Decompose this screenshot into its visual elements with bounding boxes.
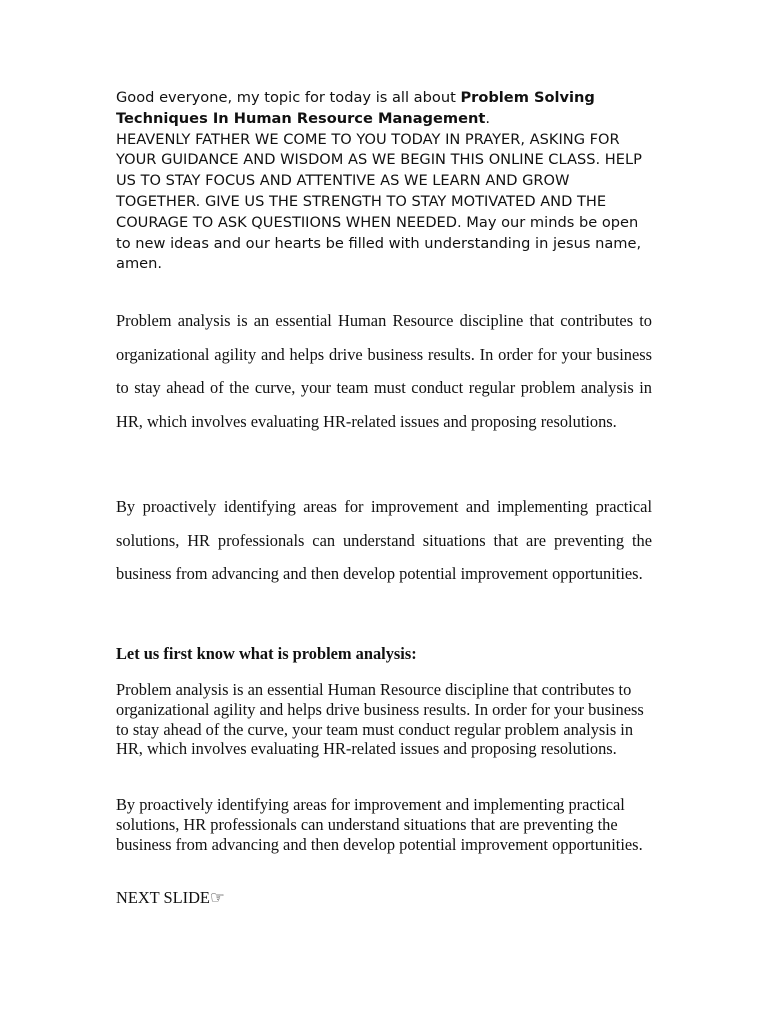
paragraph-proactive: By proactively identifying areas for improvement and implementing practical solutions, HR professionals can understand situations that are preventing the business from advancing and then develop potential improvement opportunities. bbox=[116, 497, 652, 584]
section-heading: Let us first know what is problem analysis: bbox=[116, 644, 417, 663]
next-slide-label bbox=[116, 888, 225, 908]
topic-title: Problem Solving Techniques In Human Resource Management bbox=[116, 89, 595, 127]
prayer-text: HEAVENLY FATHER WE COME TO YOU TODAY IN PRAYER, ASKING FOR YOUR GUIDANCE AND WISDOM AS WE BEGIN THIS ONLINE CLASS. HELP US TO STAY FOCUS AND ATTENTIVE AS WE LEARN AND GROW TOGETHER. GIVE US THE STRENGTH TO STAY MOTIVATED AND THE COURAGE TO ASK QUESTIIONS WHEN NEEDED. May our minds be open to new ideas and our hearts be filled with understanding in jesus name, amen. bbox=[116, 130, 642, 273]
paragraph-problem-analysis-repeat: Problem analysis is an essential Human Resource discipline that contributes to organizational agility and helps drive business results. In order for your business to stay ahead of the curve, your team must conduct regular problem analysis in HR, which involves evaluating HR-related issues and proposing resolutions. bbox=[116, 680, 644, 759]
paragraph-problem-analysis: Problem analysis is an essential Human Resource discipline that contributes to organizational agility and helps drive business results. In order for your business to stay ahead of the curve, your team must conduct regular problem analysis in HR, which involves evaluating HR-related issues and proposing resolutions. bbox=[116, 311, 652, 431]
pointing-hand-icon: ☞ bbox=[209, 888, 225, 907]
paragraph-proactive-repeat: By proactively identifying areas for improvement and implementing practical solutions, HR professionals can understand situations that are preventing the business from advancing and then develop potential improvement opportunities. bbox=[116, 795, 643, 854]
document-page bbox=[116, 88, 652, 907]
greeting-period: . bbox=[485, 109, 491, 127]
next-slide-text: NEXT SLIDE bbox=[116, 888, 210, 907]
greeting-text: Good everyone, my topic for today is all about bbox=[116, 89, 461, 106]
intro-paragraph bbox=[116, 88, 652, 275]
